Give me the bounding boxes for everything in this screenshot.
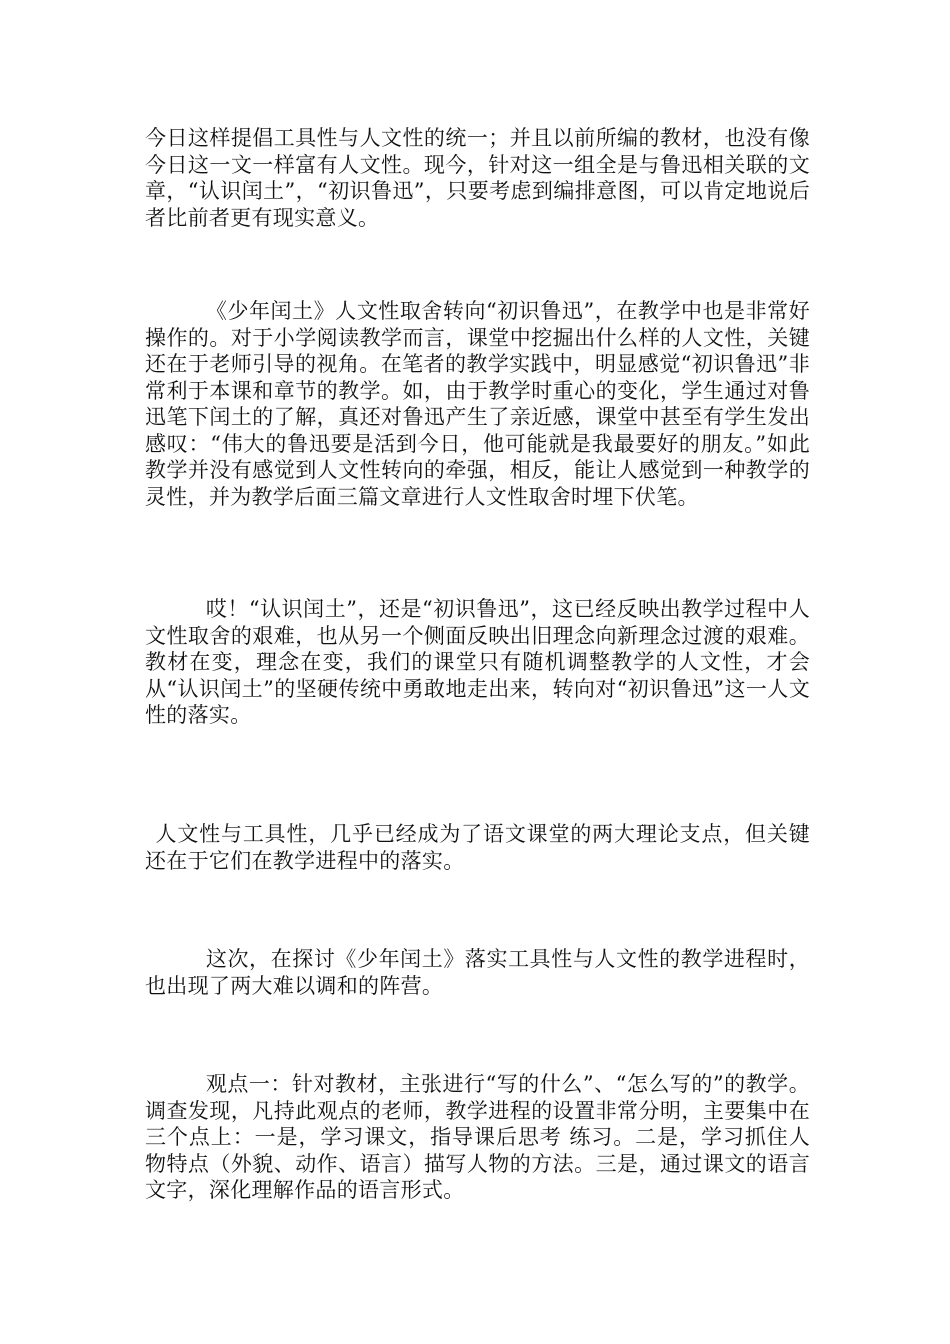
paragraph-6: 观点一：针对教材，主张进行“写的什么”、“怎么写的”的教学。调查发现，凡持此观点的老师，教学进程的设置非常分明，主要集中在三个点上：一是，学习课文，指导课后思考 练习。二是，学习抓住人物特点（外貌、动作、语言）描写人物的方法。三是，通过课文的语言文字，深化理解作品的语言形式。	[145, 1072, 810, 1202]
paragraph-4: 人文性与工具性，几乎已经成为了语文课堂的两大理论支点，但关键还在于它们在教学进程中的落实。	[145, 822, 810, 873]
paragraph-2: 《少年闰土》人文性取舍转向“初识鲁迅”，在教学中也是非常好操作的。对于小学阅读教学而言，课堂中挖掘出什么样的人文性，关键还在于老师引导的视角。在笔者的教学实践中，明显感觉“初识鲁迅”非常利于本课和章节的教学。如，由于教学时重心的变化，学生通过对鲁迅笔下闰土的了解，真还对鲁迅产生了亲近感，课堂中甚至有学生发出感叹：“伟大的鲁迅要是活到今日，他可能就是我最要好的朋友。”如此教学并没有感觉到人文性转向的牵强，相反，能让人感觉到一种教学的灵性，并为教学后面三篇文章进行人文性取舍时埋下伏笔。	[145, 299, 810, 509]
paragraph-3: 哎！“认识闰土”，还是“初识鲁迅”，这已经反映出教学过程中人文性取舍的艰难，也从另一个侧面反映出旧理念向新理念过渡的艰难。教材在变，理念在变，我们的课堂只有随机调整教学的人文性，才会从“认识闰土”的坚硬传统中勇敢地走出来，转向对“初识鲁迅”这一人文性的落实。	[145, 597, 810, 727]
paragraph-1: 今日这样提倡工具性与人文性的统一；并且以前所编的教材，也没有像今日这一文一样富有人文性。现今，针对这一组全是与鲁迅相关联的文章，“认识闰土”，“初识鲁迅”，只要考虑到编排意图，可以肯定地说后者比前者更有现实意义。	[145, 126, 810, 230]
paragraph-5: 这次，在探讨《少年闰土》落实工具性与人文性的教学进程时，也出现了两大难以调和的阵营。	[145, 947, 810, 998]
